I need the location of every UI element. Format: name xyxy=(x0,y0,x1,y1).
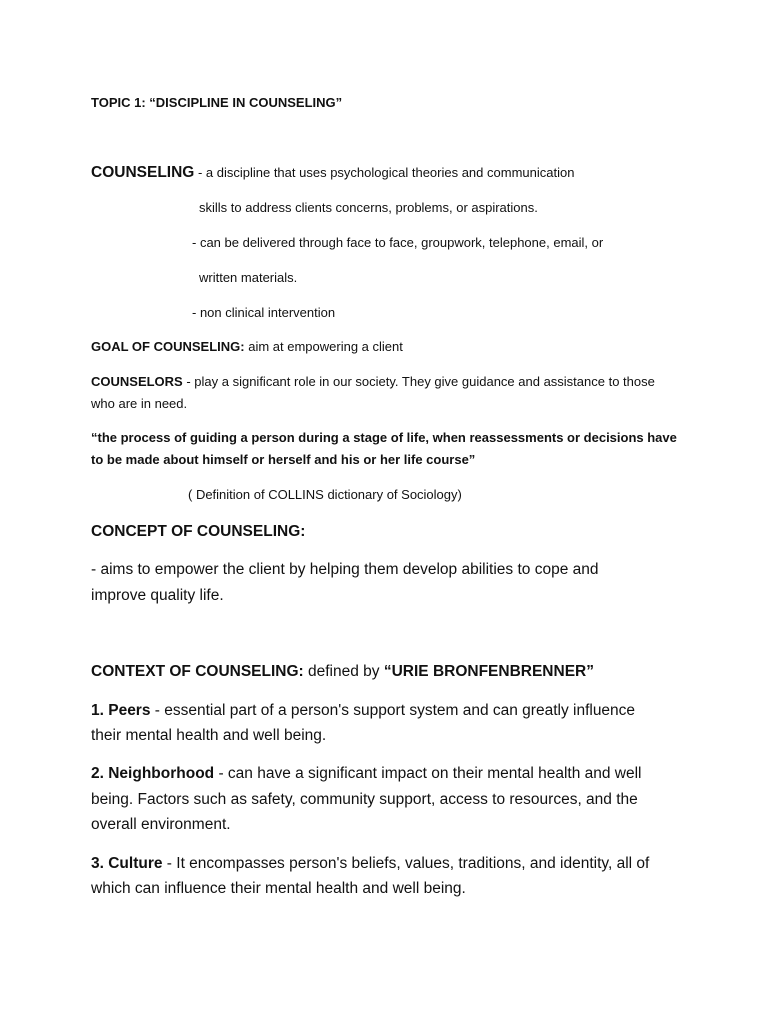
counseling-term: COUNSELING xyxy=(91,164,195,181)
concept-line-1 xyxy=(91,561,598,579)
quote-line-1 xyxy=(91,430,677,445)
counseling-definition-line-4 xyxy=(199,270,297,285)
counselors-term: COUNSELORS xyxy=(91,374,183,389)
context-name: “URIE BRONFENBRENNER” xyxy=(383,663,594,680)
concept-heading-text: CONCEPT OF COUNSELING: xyxy=(91,523,306,540)
counselors-text-2: who are in need. xyxy=(91,396,188,411)
context-term: CONTEXT OF COUNSELING: xyxy=(91,663,304,680)
goal-of-counseling xyxy=(91,339,403,354)
culture-text-1: - It encompasses person's beliefs, values, traditions, and identity, all of xyxy=(162,855,650,872)
neighborhood-line-1 xyxy=(91,765,642,783)
goal-term: GOAL OF COUNSELING: xyxy=(91,339,245,354)
counseling-line-4: written materials. xyxy=(199,270,298,285)
counselors-text-1: - play a significant role in our society. They give guidance and assistance to those xyxy=(182,374,655,389)
concept-text-1: - aims to empower the client by helping them develop abilities to cope and xyxy=(91,561,599,578)
quote-source xyxy=(188,487,462,502)
culture-line-2 xyxy=(91,880,466,898)
counseling-line-5: - non clinical intervention xyxy=(192,305,336,320)
peers-text-2: their mental health and well being. xyxy=(91,727,327,744)
counseling-definition-line-5 xyxy=(192,305,335,320)
culture-line-1 xyxy=(91,855,649,873)
quote-source-text: ( Definition of COLLINS dictionary of Sociology) xyxy=(188,487,462,502)
quote-text-2: to be made about himself or herself and his or her life course” xyxy=(91,452,476,467)
topic-heading xyxy=(91,95,342,110)
neighborhood-label: 2. Neighborhood xyxy=(91,765,215,782)
culture-text-2: which can influence their mental health and well being. xyxy=(91,880,466,897)
context-heading xyxy=(91,663,594,681)
goal-text: aim at empowering a client xyxy=(244,339,403,354)
peers-text-1: - essential part of a person's support system and can greatly influence xyxy=(150,702,636,719)
concept-text-2: improve quality life. xyxy=(91,587,224,604)
concept-line-2 xyxy=(91,587,224,605)
neighborhood-line-2 xyxy=(91,791,638,809)
neighborhood-text-2: being. Factors such as safety, community support, access to resources, and the xyxy=(91,791,638,808)
counseling-line-1: - a discipline that uses psychological theories and communication xyxy=(194,165,575,180)
context-middle: defined by xyxy=(303,663,384,680)
topic-heading-text: TOPIC 1: “DISCIPLINE IN COUNSELING” xyxy=(91,95,343,110)
peers-label: 1. Peers xyxy=(91,702,151,719)
culture-label: 3. Culture xyxy=(91,855,163,872)
neighborhood-line-3 xyxy=(91,816,231,834)
counseling-definition-line-2 xyxy=(199,200,538,215)
counseling-line-2: skills to address clients concerns, problems, or aspirations. xyxy=(199,200,538,215)
peers-line-2 xyxy=(91,727,326,745)
counselors-line-1 xyxy=(91,374,655,389)
counseling-definition-line-1 xyxy=(91,164,574,182)
neighborhood-text-1: - can have a significant impact on their mental health and well xyxy=(214,765,642,782)
quote-line-2 xyxy=(91,452,475,467)
counselors-line-2 xyxy=(91,396,187,411)
counseling-definition-line-3 xyxy=(192,235,603,250)
concept-heading xyxy=(91,523,305,541)
quote-text-1: “the process of guiding a person during a stage of life, when reassessments or decisions have xyxy=(91,430,677,445)
neighborhood-text-3: overall environment. xyxy=(91,816,231,833)
counseling-line-3: - can be delivered through face to face, groupwork, telephone, email, or xyxy=(192,235,604,250)
peers-line-1 xyxy=(91,702,635,720)
